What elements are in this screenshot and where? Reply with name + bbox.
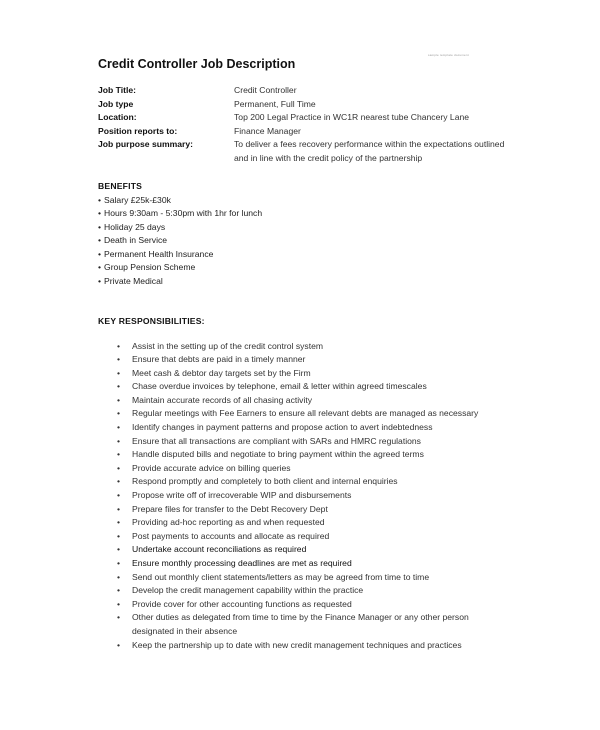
benefits-section (98, 180, 262, 288)
benefits-heading: BENEFITS (98, 181, 143, 191)
info-row-purpose (98, 138, 518, 165)
list-item: • Salary £25k-£30k (98, 194, 262, 208)
list-item: • Death in Service (98, 234, 262, 248)
list-item: • Identify changes in payment patterns and propose action to avert indebtedness (98, 421, 498, 435)
info-row-location (98, 111, 518, 125)
info-value: Credit Controller (234, 85, 297, 95)
responsibilities-list (98, 340, 498, 653)
list-item: • Keep the partnership up to date with new credit management techniques and practices (98, 639, 498, 653)
info-label: Position reports to: (98, 125, 178, 136)
list-item: • Provide cover for other accounting functions as requested (98, 598, 498, 612)
list-item: • Holiday 25 days (98, 221, 262, 235)
list-item: • Group Pension Scheme (98, 261, 262, 275)
list-item: • Send out monthly client statements/letters as may be agreed from time to time (98, 571, 498, 585)
list-item: • Ensure that debts are paid in a timely manner (98, 353, 498, 367)
benefits-list (98, 194, 262, 289)
list-item: • Permanent Health Insurance (98, 248, 262, 262)
list-item: • Providing ad-hoc reporting as and when requested (98, 516, 498, 530)
info-value: To deliver a fees recovery performance within the expectations outlined and in line with the credit policy of the partnership (234, 139, 505, 163)
list-item: • Develop the credit management capability within the practice (98, 584, 498, 598)
info-value: Finance Manager (234, 125, 301, 136)
info-value: Top 200 Legal Practice in WC1R nearest tube Chancery Lane (234, 112, 470, 122)
list-item: • Respond promptly and completely to both client and internal enquiries (98, 475, 498, 489)
list-item: • Prepare files for transfer to the Debt Recovery Dept (98, 503, 498, 517)
list-item: • Meet cash & debtor day targets set by the Firm (98, 367, 498, 381)
job-info-table (98, 84, 518, 165)
list-item: • Assist in the setting up of the credit control system (98, 340, 498, 354)
page-title: Credit Controller Job Description (98, 57, 296, 71)
list-item: • Regular meetings with Fee Earners to ensure all relevant debts are managed as necessary (98, 407, 498, 421)
list-item: • Chase overdue invoices by telephone, email & letter within agreed timescales (98, 380, 498, 394)
list-item: • Hours 9:30am - 5:30pm with 1hr for lunch (98, 207, 262, 221)
header-mark: sample template document (428, 53, 469, 57)
info-row-reports-to (98, 125, 518, 139)
responsibilities-section (98, 315, 498, 652)
info-row-job-title (98, 84, 518, 98)
info-row-job-type (98, 98, 518, 112)
list-item: • Other duties as delegated from time to time by the Finance Manager or any other person designated in their absence (98, 611, 498, 638)
list-item: • Handle disputed bills and negotiate to bring payment within the agreed terms (98, 448, 498, 462)
list-item: • Maintain accurate records of all chasing activity (98, 394, 498, 408)
list-item: • Ensure monthly processing deadlines are met as required (98, 557, 498, 571)
list-item: • Post payments to accounts and allocate as required (98, 530, 498, 544)
info-label: Job purpose summary: (98, 139, 194, 149)
list-item: • Ensure that all transactions are compliant with SARs and HMRC regulations (98, 435, 498, 449)
info-label: Job type (98, 98, 134, 109)
list-item: • Undertake account reconciliations as required (98, 543, 498, 557)
list-item: • Propose write off of irrecoverable WIP and disbursements (98, 489, 498, 503)
info-value: Permanent, Full Time (234, 98, 316, 109)
list-item: • Private Medical (98, 275, 262, 289)
responsibilities-heading: KEY RESPONSIBILITIES: (98, 316, 205, 326)
list-item: • Provide accurate advice on billing queries (98, 462, 498, 476)
info-label: Location: (98, 112, 137, 122)
info-label: Job Title: (98, 85, 137, 95)
